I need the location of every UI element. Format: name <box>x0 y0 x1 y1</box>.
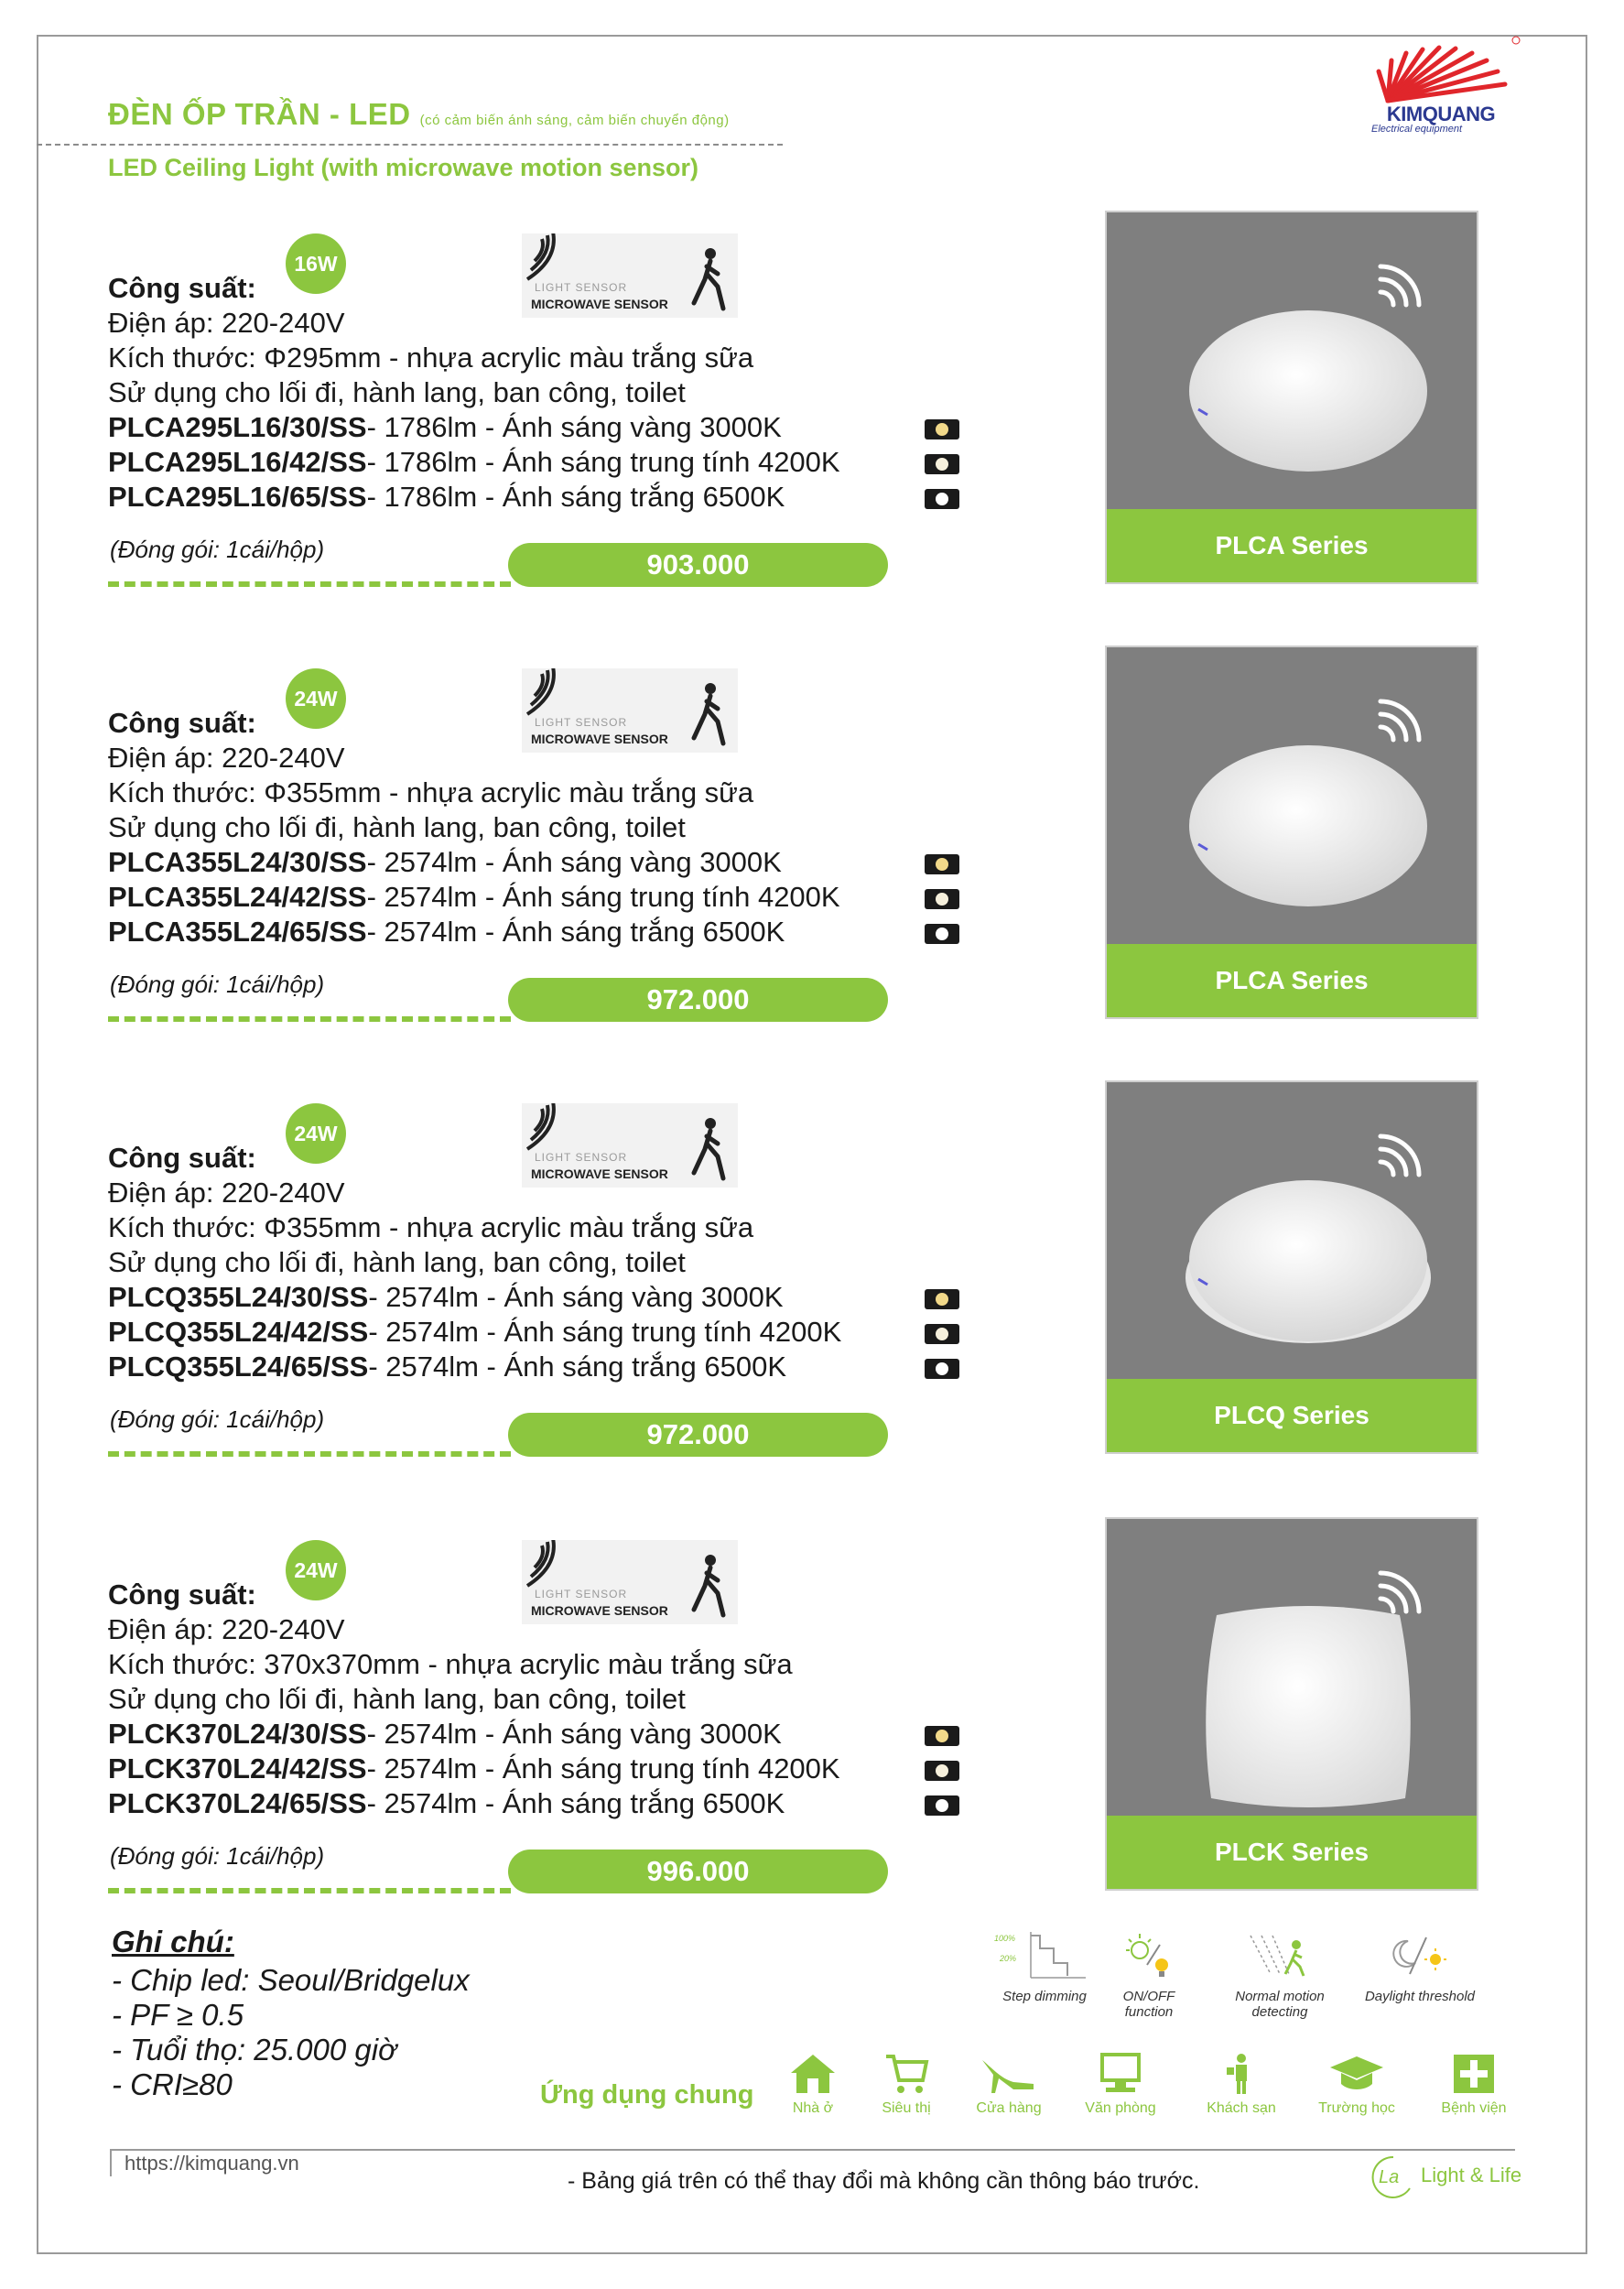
size-text: Kích thước: 370x370mm - nhựa acrylic màu trắng sữa <box>108 1648 793 1680</box>
variant-row <box>108 1752 840 1785</box>
power-label: Công suất: <box>108 707 256 739</box>
color-temp-dot <box>936 423 948 436</box>
feature-on-off: ON/OFF function <box>1099 1928 1199 2020</box>
color-temp-dot <box>936 928 948 940</box>
usage-text: Sử dụng cho lối đi, hành lang, ban công, toilet <box>108 376 686 408</box>
packaging-text: (Đóng gói: 1cái/hộp) <box>110 1405 325 1433</box>
color-temp-swatch <box>925 419 959 439</box>
variant-desc: - 2574lm - Ánh sáng trung tính 4200K <box>368 1316 842 1348</box>
color-temp-dot <box>936 893 948 906</box>
notes-title: Ghi chú: <box>112 1925 234 1958</box>
microwave-sensor-text: MICROWAVE SENSOR <box>531 297 668 311</box>
header-divider <box>37 144 783 146</box>
packaging-text: (Đóng gói: 1cái/hộp) <box>110 971 325 998</box>
series-label: PLCA Series <box>1107 509 1477 582</box>
variant-row <box>108 881 840 914</box>
variant-code: PLCA295L16/30/SS <box>108 411 367 443</box>
app-shop: Cửa hàng <box>963 2051 1055 2117</box>
brand-logo <box>1360 35 1521 136</box>
footer-divider <box>110 2149 1515 2151</box>
light-life-mark: La <box>1379 2167 1400 2187</box>
color-temp-dot <box>936 458 948 471</box>
size-text: Kích thước: Φ355mm - nhựa acrylic màu trắng sữa <box>108 776 754 808</box>
round-lamp-icon <box>1180 734 1436 917</box>
voltage-text: Điện áp: 220-240V <box>108 1177 345 1209</box>
app-office: Văn phòng <box>1075 2051 1166 2117</box>
app-supermarket: Siêu thị <box>861 2051 952 2117</box>
light-sensor-text: LIGHT SENSOR <box>535 716 628 729</box>
color-temp-swatch <box>925 1761 959 1781</box>
color-temp-dot <box>936 1730 948 1742</box>
microwave-sensor-label <box>522 233 738 318</box>
size-text: Kích thước: Φ355mm - nhựa acrylic màu trắng sữa <box>108 1211 754 1243</box>
daylight-threshold-icon <box>1388 1928 1452 1983</box>
series-label: PLCK Series <box>1107 1816 1477 1889</box>
color-temp-swatch <box>925 854 959 874</box>
variant-row <box>108 1787 785 1820</box>
power-badge: 24W <box>286 1103 346 1164</box>
light-life-mark-icon <box>1366 2153 1421 2199</box>
light-life-logo <box>1366 2153 1521 2199</box>
brand-name: KIMQUANG <box>1386 103 1496 125</box>
color-temp-dot <box>936 858 948 871</box>
voltage-text: Điện áp: 220-240V <box>108 307 345 339</box>
note-item: - Chip led: Seoul/Bridgelux <box>112 1963 470 1997</box>
variant-code: PLCA355L24/65/SS <box>108 916 367 948</box>
step-dimming-icon <box>994 1928 1095 1983</box>
section-divider <box>108 581 511 587</box>
price-pill: 903.000 <box>508 543 888 587</box>
wireless-signal-icon <box>1368 1133 1432 1197</box>
variant-code: PLCA295L16/65/SS <box>108 481 367 513</box>
variant-row <box>108 916 785 949</box>
color-temp-dot <box>936 1293 948 1306</box>
microwave-sensor-text: MICROWAVE SENSOR <box>531 732 668 746</box>
variant-desc: - 1786lm - Ánh sáng trung tính 4200K <box>366 446 840 478</box>
bulb-on-off-icon <box>1121 1928 1176 1983</box>
variant-row <box>108 846 782 879</box>
light-sensor-text: LIGHT SENSOR <box>535 1588 628 1600</box>
variant-code: PLCA355L24/30/SS <box>108 846 367 878</box>
variant-desc: - 2574lm - Ánh sáng trắng 6500K <box>366 916 785 948</box>
voltage-text: Điện áp: 220-240V <box>108 742 345 774</box>
light-sensor-text: LIGHT SENSOR <box>535 1151 628 1164</box>
packaging-text: (Đóng gói: 1cái/hộp) <box>110 536 325 563</box>
microwave-sensor-label <box>522 668 738 753</box>
feature-step-dimming: 100% 20% Step dimming <box>985 1928 1104 2004</box>
variant-code: PLCK370L24/65/SS <box>108 1787 367 1819</box>
color-temp-swatch <box>925 1324 959 1344</box>
product-section <box>0 1540 1624 1925</box>
variant-desc: - 2574lm - Ánh sáng trung tính 4200K <box>366 881 840 913</box>
product-section <box>0 233 1624 618</box>
price-pill: 972.000 <box>508 1413 888 1457</box>
color-temp-swatch <box>925 454 959 474</box>
variant-row <box>108 411 782 444</box>
variant-code: PLCK370L24/42/SS <box>108 1752 367 1785</box>
variant-code: PLCK370L24/30/SS <box>108 1718 367 1750</box>
color-temp-dot <box>936 1799 948 1812</box>
variant-code: PLCQ355L24/30/SS <box>108 1281 369 1313</box>
variant-code: PLCA355L24/42/SS <box>108 881 367 913</box>
website-url[interactable]: https://kimquang.vn <box>125 2152 299 2175</box>
voltage-text: Điện áp: 220-240V <box>108 1613 345 1645</box>
variant-row <box>108 1316 841 1349</box>
high-heel-icon <box>979 2051 1039 2097</box>
bellboy-icon <box>1216 2051 1267 2097</box>
power-badge: 24W <box>286 1540 346 1600</box>
wireless-signal-icon <box>1368 698 1432 762</box>
variant-code: PLCA295L16/42/SS <box>108 446 367 478</box>
variant-desc: - 1786lm - Ánh sáng vàng 3000K <box>366 411 782 443</box>
color-temp-swatch <box>925 889 959 909</box>
motion-detect-icon <box>1243 1928 1316 1983</box>
round-lamp-icon <box>1180 1169 1436 1352</box>
step-level-low: 20% <box>1000 1954 1017 1963</box>
wireless-signal-icon <box>1368 1569 1432 1633</box>
microwave-sensor-label <box>522 1103 738 1188</box>
light-sensor-text: LIGHT SENSOR <box>535 281 628 294</box>
variant-desc: - 2574lm - Ánh sáng vàng 3000K <box>366 846 782 878</box>
light-life-text: Light & Life <box>1421 2163 1522 2186</box>
product-photo <box>1105 211 1478 584</box>
page-title-en: LED Ceiling Light (with microwave motion sensor) <box>108 154 699 181</box>
usage-text: Sử dụng cho lối đi, hành lang, ban công, toilet <box>108 811 686 843</box>
product-photo <box>1105 645 1478 1019</box>
wireless-signal-icon <box>1368 263 1432 327</box>
power-badge: 16W <box>286 233 346 294</box>
size-text: Kích thước: Φ295mm - nhựa acrylic màu trắng sữa <box>108 342 754 374</box>
house-icon <box>787 2051 839 2097</box>
variant-desc: - 2574lm - Ánh sáng vàng 3000K <box>366 1718 782 1750</box>
color-temp-dot <box>936 1362 948 1375</box>
microwave-sensor-text: MICROWAVE SENSOR <box>531 1166 668 1181</box>
usage-text: Sử dụng cho lối đi, hành lang, ban công, toilet <box>108 1246 686 1278</box>
section-divider <box>108 1016 511 1022</box>
footer-divider-tick <box>110 2149 112 2176</box>
note-item: - CRI≥80 <box>112 2067 233 2101</box>
color-temp-swatch <box>925 489 959 509</box>
variant-desc: - 1786lm - Ánh sáng trắng 6500K <box>366 481 785 513</box>
color-temp-dot <box>936 1328 948 1340</box>
note-item: - PF ≥ 0.5 <box>112 1998 244 2032</box>
page-title-vi: ĐÈN ỐP TRẦN - LED (có cảm biến ánh sáng, cảm biến chuyển động) <box>108 97 730 131</box>
price-pill: 996.000 <box>508 1850 888 1893</box>
power-label: Công suất: <box>108 1142 256 1174</box>
step-level-high: 100% <box>994 1934 1016 1943</box>
variant-desc: - 2574lm - Ánh sáng trung tính 4200K <box>366 1752 840 1785</box>
product-section <box>0 1103 1624 1488</box>
color-temp-swatch <box>925 1289 959 1309</box>
app-hospital: Bệnh viện <box>1428 2051 1520 2117</box>
variant-desc: - 2574lm - Ánh sáng vàng 3000K <box>368 1281 784 1313</box>
page-subtitle-vi: (có cảm biến ánh sáng, cảm biến chuyển động) <box>419 113 730 128</box>
color-temp-swatch <box>925 1795 959 1816</box>
graduation-cap-icon <box>1326 2051 1387 2097</box>
variant-row <box>108 1281 784 1314</box>
product-photo <box>1105 1080 1478 1454</box>
section-divider <box>108 1451 511 1457</box>
series-label: PLCQ Series <box>1107 1379 1477 1452</box>
feature-daylight-threshold: Daylight threshold <box>1360 1928 1479 2004</box>
app-school: Trường học <box>1311 2051 1402 2117</box>
variant-code: PLCQ355L24/65/SS <box>108 1351 369 1383</box>
product-photo <box>1105 1517 1478 1891</box>
shopping-cart-icon <box>881 2051 932 2097</box>
medical-cross-icon <box>1448 2051 1499 2097</box>
notes <box>112 1925 470 2102</box>
power-badge: 24W <box>286 668 346 729</box>
variant-desc: - 2574lm - Ánh sáng trắng 6500K <box>366 1787 785 1819</box>
variant-code: PLCQ355L24/42/SS <box>108 1316 369 1348</box>
section-divider <box>108 1888 511 1893</box>
series-label: PLCA Series <box>1107 944 1477 1017</box>
usage-text: Sử dụng cho lối đi, hành lang, ban công, toilet <box>108 1683 686 1715</box>
product-section <box>0 668 1624 1053</box>
variant-row <box>108 1351 786 1383</box>
color-temp-swatch <box>925 1359 959 1379</box>
color-temp-dot <box>936 493 948 505</box>
power-label: Công suất: <box>108 272 256 304</box>
sunburst-logo-icon <box>1360 35 1521 108</box>
variant-row <box>108 1718 782 1751</box>
app-home: Nhà ở <box>767 2051 859 2117</box>
variant-row <box>108 481 785 514</box>
brand-subtitle: Electrical equipment <box>1371 124 1463 135</box>
microwave-sensor-text: MICROWAVE SENSOR <box>531 1603 668 1618</box>
color-temp-swatch <box>925 1726 959 1746</box>
power-label: Công suất: <box>108 1578 256 1611</box>
color-temp-swatch <box>925 924 959 944</box>
packaging-text: (Đóng gói: 1cái/hộp) <box>110 1842 325 1870</box>
computer-icon <box>1095 2051 1146 2097</box>
feature-motion-detecting: Normal motion detecting <box>1207 1928 1353 2020</box>
variant-row <box>108 446 840 479</box>
app-hotel: Khách sạn <box>1196 2051 1287 2117</box>
note-item: - Tuổi thọ: 25.000 giờ <box>112 2033 397 2067</box>
price-disclaimer: - Bảng giá trên có thể thay đổi mà không cần thông báo trước. <box>568 2168 1200 2194</box>
applications-title: Ứng dụng chung <box>540 2080 754 2110</box>
price-pill: 972.000 <box>508 978 888 1022</box>
variant-desc: - 2574lm - Ánh sáng trắng 6500K <box>368 1351 787 1383</box>
round-lamp-icon <box>1180 299 1436 483</box>
microwave-sensor-label <box>522 1540 738 1624</box>
color-temp-dot <box>936 1764 948 1777</box>
